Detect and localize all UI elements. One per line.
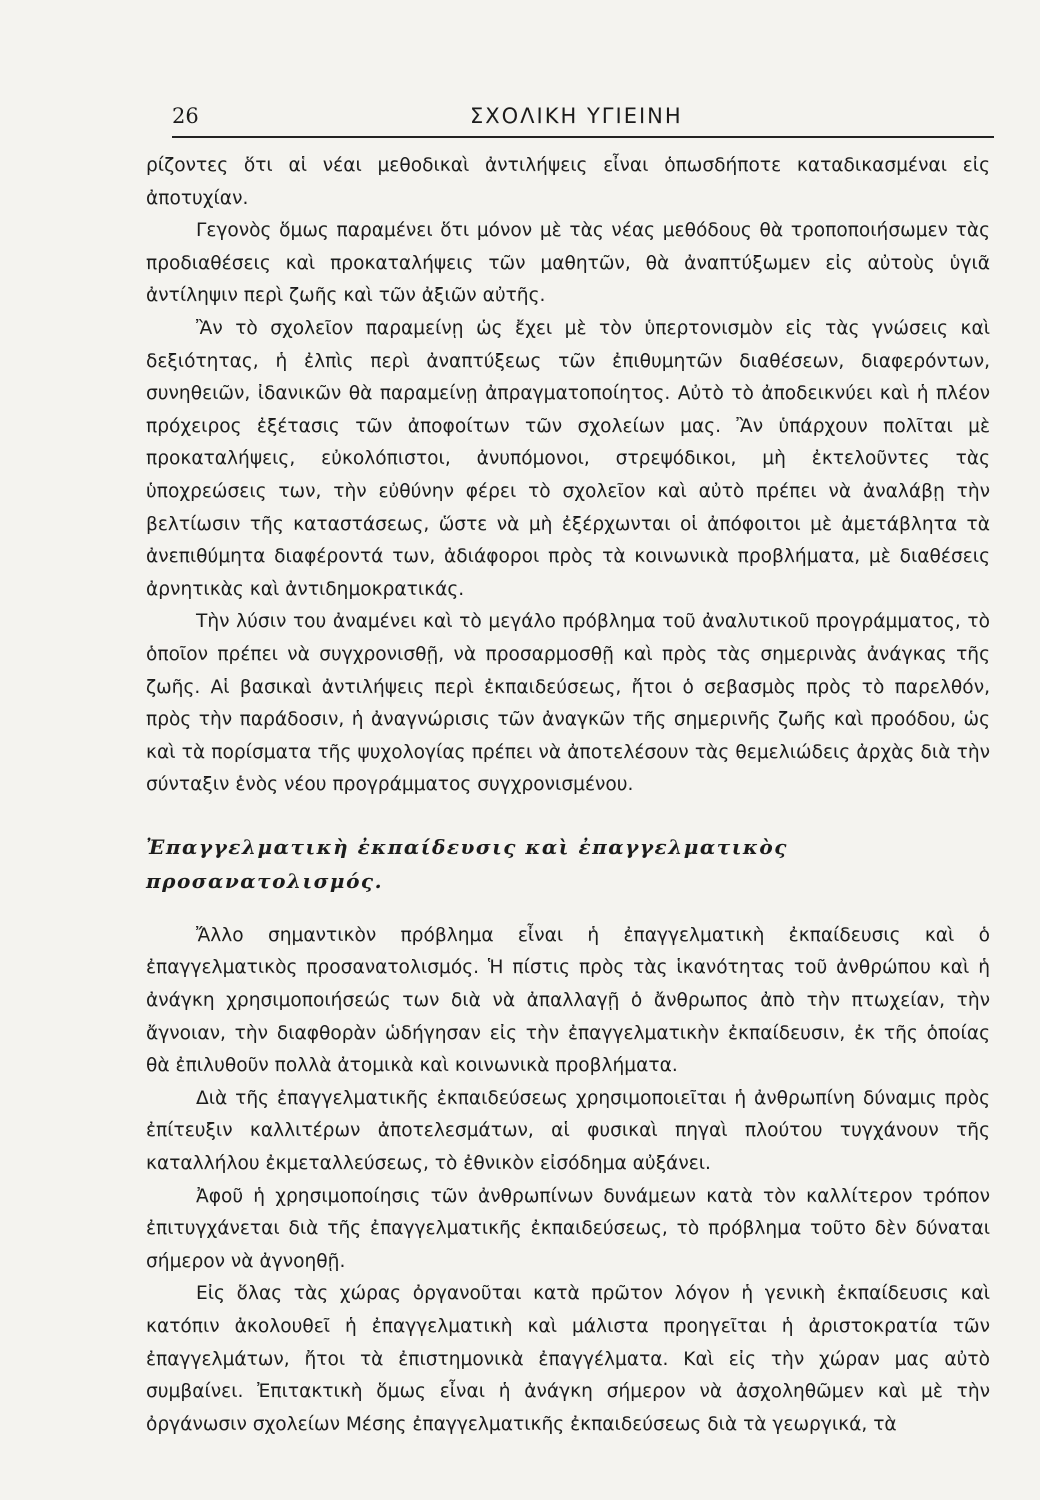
paragraph: Ἂν τὸ σχολεῖον παραμείνῃ ὡς ἔχει μὲ τὸν ὑπερτονισμὸν εἰς τὰς γνώσεις καὶ δεξιότητας, ἡ ἐλπὶς περὶ ἀναπτύξεως τῶν ἐπιθυμητῶν διαθέσεων, διαφερόντων, συνηθειῶν, ἰδανικῶν θὰ παραμείνῃ ἀπραγματοποίητος. Αὐτὸ τὸ ἀποδεικνύει καὶ ἡ πλέον πρόχειρος ἐξέτασις τῶν ἀποφοίτων τῶν σχολείων μας. Ἂν ὑπάρχουν πολῖται μὲ προκαταλήψεις, εὐκολόπιστοι, ἀνυπόμονοι, στρεψόδικοι, μὴ ἐκτελοῦντες τὰς ὑποχρεώσεις των, τὴν εὐθύνην φέρει τὸ σχολεῖον καὶ αὐτὸ πρέπει νὰ ἀναλάβῃ τὴν βελτίωσιν τῆς καταστάσεως, ὥστε νὰ μὴ ἐξέρχωνται οἱ ἀπόφοιτοι μὲ ἀμετάβλητα τὰ ἀνεπιθύμητα διαφέροντά των, ἀδιάφοροι πρὸς τὰ κοινωνικὰ προβλήματα, μὲ διαθέσεις ἀρνητικὰς καὶ ἀντιδημοκρατικάς.	[146, 317, 990, 600]
paragraph-continued: ρίζοντες ὅτι αἱ νέαι μεθοδικαὶ ἀντιλήψεις εἶναι ὁπωσδήποτε καταδικασμέναι εἰς ἀποτυχίαν.	[146, 155, 990, 209]
body-text	[146, 150, 990, 1441]
paragraph: Διὰ τῆς ἐπαγγελματικῆς ἐκπαιδεύσεως χρησιμοποιεῖται ἡ ἀνθρωπίνη δύναμις πρὸς ἐπίτευξιν καλλιτέρων ἀποτελεσμάτων, αἱ φυσικαὶ πηγαὶ πλούτου τυγχάνουν τῆς καταλλήλου ἐκμεταλλεύσεως, τὸ ἐθνικὸν εἰσόδημα αὐξάνει.	[146, 1087, 990, 1175]
paragraph: Γεγονὸς ὅμως παραμένει ὅτι μόνον μὲ τὰς νέας μεθόδους θὰ τροποποιήσωμεν τὰς προδιαθέσεις καὶ προκαταλήψεις τῶν μαθητῶν, θὰ ἀναπτύξωμεν εἰς αὐτοὺς ὑγιᾶ ἀντίληψιν περὶ ζωῆς καὶ τῶν ἀξιῶν αὐτῆς.	[146, 220, 990, 307]
paragraph: Ἀφοῦ ἡ χρησιμοποίησις τῶν ἀνθρωπίνων δυνάμεων κατὰ τὸν καλλίτερον τρόπον ἐπιτυγχάνεται διὰ τῆς ἐπαγγελματικῆς ἐκπαιδεύσεως, τὸ πρόβλημα τοῦτο δὲν δύναται σήμερον νὰ ἀγνοηθῇ.	[146, 1185, 990, 1272]
running-header	[172, 100, 994, 136]
running-title: ΣΧΟΛΙΚΗ ΥΓΙΕΙΝΗ	[470, 104, 683, 128]
paragraph: Ἄλλο σημαντικὸν πρόβλημα εἶναι ἡ ἐπαγγελματικὴ ἐκπαίδευσις καὶ ὁ ἐπαγγελματικὸς προσανατολισμός. Ἡ πίστις πρὸς τὰς ἱκανότητας τοῦ ἀνθρώπου καὶ ἡ ἀνάγκη χρησιμοποιήσεώς των διὰ νὰ ἀπαλλαγῇ ὁ ἄνθρωπος ἀπὸ τὴν πτωχείαν, τὴν ἄγνοιαν, τὴν διαφθορὰν ὡδήγησαν εἰς τὴν ἐπαγγελματικὴν ἐκπαίδευσιν, ἐκ τῆς ὁποίας θὰ ἐπιλυθοῦν πολλὰ ἀτομικὰ καὶ κοινωνικὰ προβλήματα.	[146, 924, 990, 1077]
paragraph: Εἰς ὅλας τὰς χώρας ὀργανοῦται κατὰ πρῶτον λόγον ἡ γενικὴ ἐκπαίδευσις καὶ κατόπιν ἀκολουθεῖ ἡ ἐπαγγελματικὴ καὶ μάλιστα προηγεῖται ἡ ἀριστοκρατία τῶν ἐπαγγελμάτων, ἤτοι τὰ ἐπιστημονικὰ ἐπαγγέλματα. Καὶ εἰς τὴν χώραν μας αὐτὸ συμβαίνει. Ἐπιτακτικὴ ὅμως εἶναι ἡ ἀνάγκη σήμερον νὰ ἀσχοληθῶμεν καὶ μὲ τὴν ὀργάνωσιν σχολείων Μέσης ἐπαγγελματικῆς ἐκπαιδεύσεως διὰ τὰ γεωργικά, τὰ	[146, 1283, 990, 1435]
header-rule	[172, 136, 994, 138]
page-number: 26	[172, 104, 199, 128]
paragraph: Τὴν λύσιν του ἀναμένει καὶ τὸ μεγάλο πρόβλημα τοῦ ἀναλυτικοῦ προγράμματος, τὸ ὁποῖον πρέπει νὰ συγχρονισθῇ, νὰ προσαρμοσθῇ καὶ πρὸς τὰς σημερινὰς ἀνάγκας τῆς ζωῆς. Αἱ βασικαὶ ἀντιλήψεις περὶ ἐκπαιδεύσεως, ἤτοι ὁ σεβασμὸς πρὸς τὸ παρελθόν, πρὸς τὴν παράδοσιν, ἡ ἀναγνώρισις τῶν ἀναγκῶν τῆς σημερινῆς ζωῆς καὶ προόδου, ὡς καὶ τὰ πορίσματα τῆς ψυχολογίας πρέπει νὰ ἀποτελέσουν τὰς θεμελιώδεις ἀρχὰς διὰ τὴν σύνταξιν ἑνὸς νέου προγράμματος συγχρονισμένου.	[146, 611, 990, 796]
section-heading: Ἐπαγγελματικὴ ἐκπαίδευσις καὶ ἐπαγγελματικὸς προσανατολισμός.	[146, 834, 788, 893]
